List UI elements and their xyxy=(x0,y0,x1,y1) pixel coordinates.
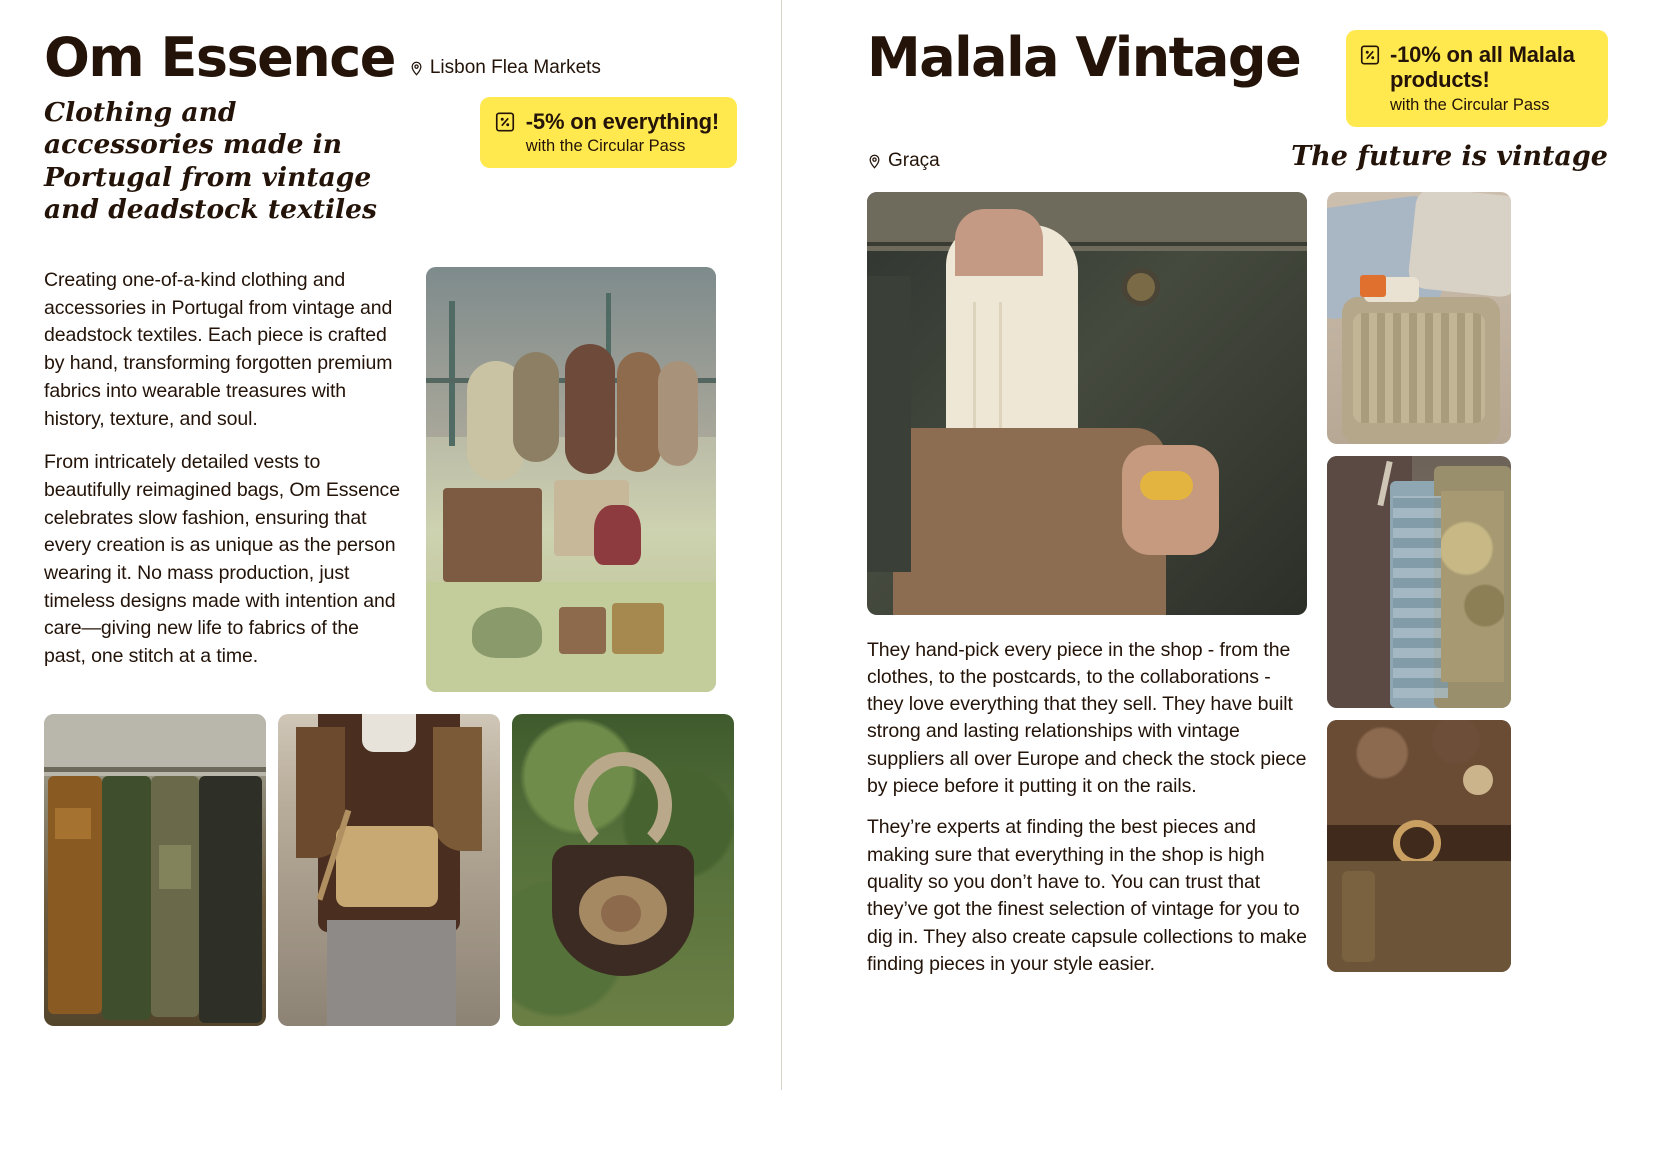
description-paragraph: From intricately detailed vests to beautifully reimagined bags, Om Essence celebrates slow fashion, ensuring that every creation is as unique as the person wearing it. No mass production, just timeless designs made with intention and care—giving new life to fabrics of the past, one stitch at a time. xyxy=(44,451,400,667)
vendor-description xyxy=(44,267,404,692)
right-main-column xyxy=(867,192,1307,979)
left-body xyxy=(44,267,737,692)
side-image xyxy=(1327,720,1511,972)
discount-badge-title: -5% on everything! xyxy=(525,108,719,134)
location-label xyxy=(409,57,601,79)
discount-badge-title: -10% on all Malala products! xyxy=(1390,42,1575,93)
thumbnail-image xyxy=(512,714,734,1026)
side-image xyxy=(1327,192,1511,444)
thumbnail-image xyxy=(44,714,266,1026)
page-title: Om Essence xyxy=(44,26,395,89)
description-paragraph: They hand-pick every piece in the shop - from the clothes, to the postcards, to the collaborations - they love everything that they sell. They have built strong and lasting relationships with vintage suppliers all over Europe and check the stock piece by piece before it putting it on the rails. xyxy=(867,638,1307,798)
discount-tag-icon xyxy=(1359,44,1381,66)
discount-tag-icon xyxy=(494,111,516,133)
page-title-secondary: Malala Vintage xyxy=(867,26,1301,89)
right-header xyxy=(867,26,1608,127)
description-paragraph: They’re experts at finding the best pieces and making sure that everything in the shop is high quality so you don’t have to. You can trust that they’ve got the finest selection of vintage for you to dig in. They also create capsule collections to make finding pieces in your style easier. xyxy=(867,816,1307,975)
discount-badge xyxy=(1346,30,1608,127)
description-paragraph: Creating one-of-a-kind clothing and accessories in Portugal from vintage and deadstock textiles. Each piece is crafted by hand, transforming forgotten premium fabrics into wearable treasures with history, texture, and soul. xyxy=(44,269,393,430)
location-text: Graça xyxy=(888,149,940,171)
vendor-tagline: The future is vintage xyxy=(1291,140,1608,172)
left-subheader-row xyxy=(44,97,737,227)
side-image-gallery xyxy=(1327,192,1511,979)
hero-image-malala-vintage xyxy=(867,192,1307,615)
vendor-description xyxy=(867,637,1307,979)
location-label xyxy=(867,150,940,172)
discount-badge-subtitle: with the Circular Pass xyxy=(1390,95,1550,114)
thumbnail-image xyxy=(278,714,500,1026)
discount-badge-subtitle: with the Circular Pass xyxy=(525,136,686,155)
thumbnail-gallery xyxy=(44,714,737,1026)
hero-image-om-essence xyxy=(426,267,716,692)
discount-badge xyxy=(480,97,737,168)
right-subheader-row xyxy=(867,141,1608,172)
left-header xyxy=(44,26,737,89)
location-pin-icon xyxy=(409,60,424,75)
vendor-card-malala-vintage xyxy=(781,0,1654,1166)
location-pin-icon xyxy=(867,153,882,168)
right-body xyxy=(867,192,1608,979)
location-text: Lisbon Flea Markets xyxy=(429,56,601,78)
side-image xyxy=(1327,456,1511,708)
vendor-tagline: Clothing and accessories made in Portugal from vintage and deadstock textiles xyxy=(44,96,377,226)
vendor-card-om-essence xyxy=(0,0,781,1166)
